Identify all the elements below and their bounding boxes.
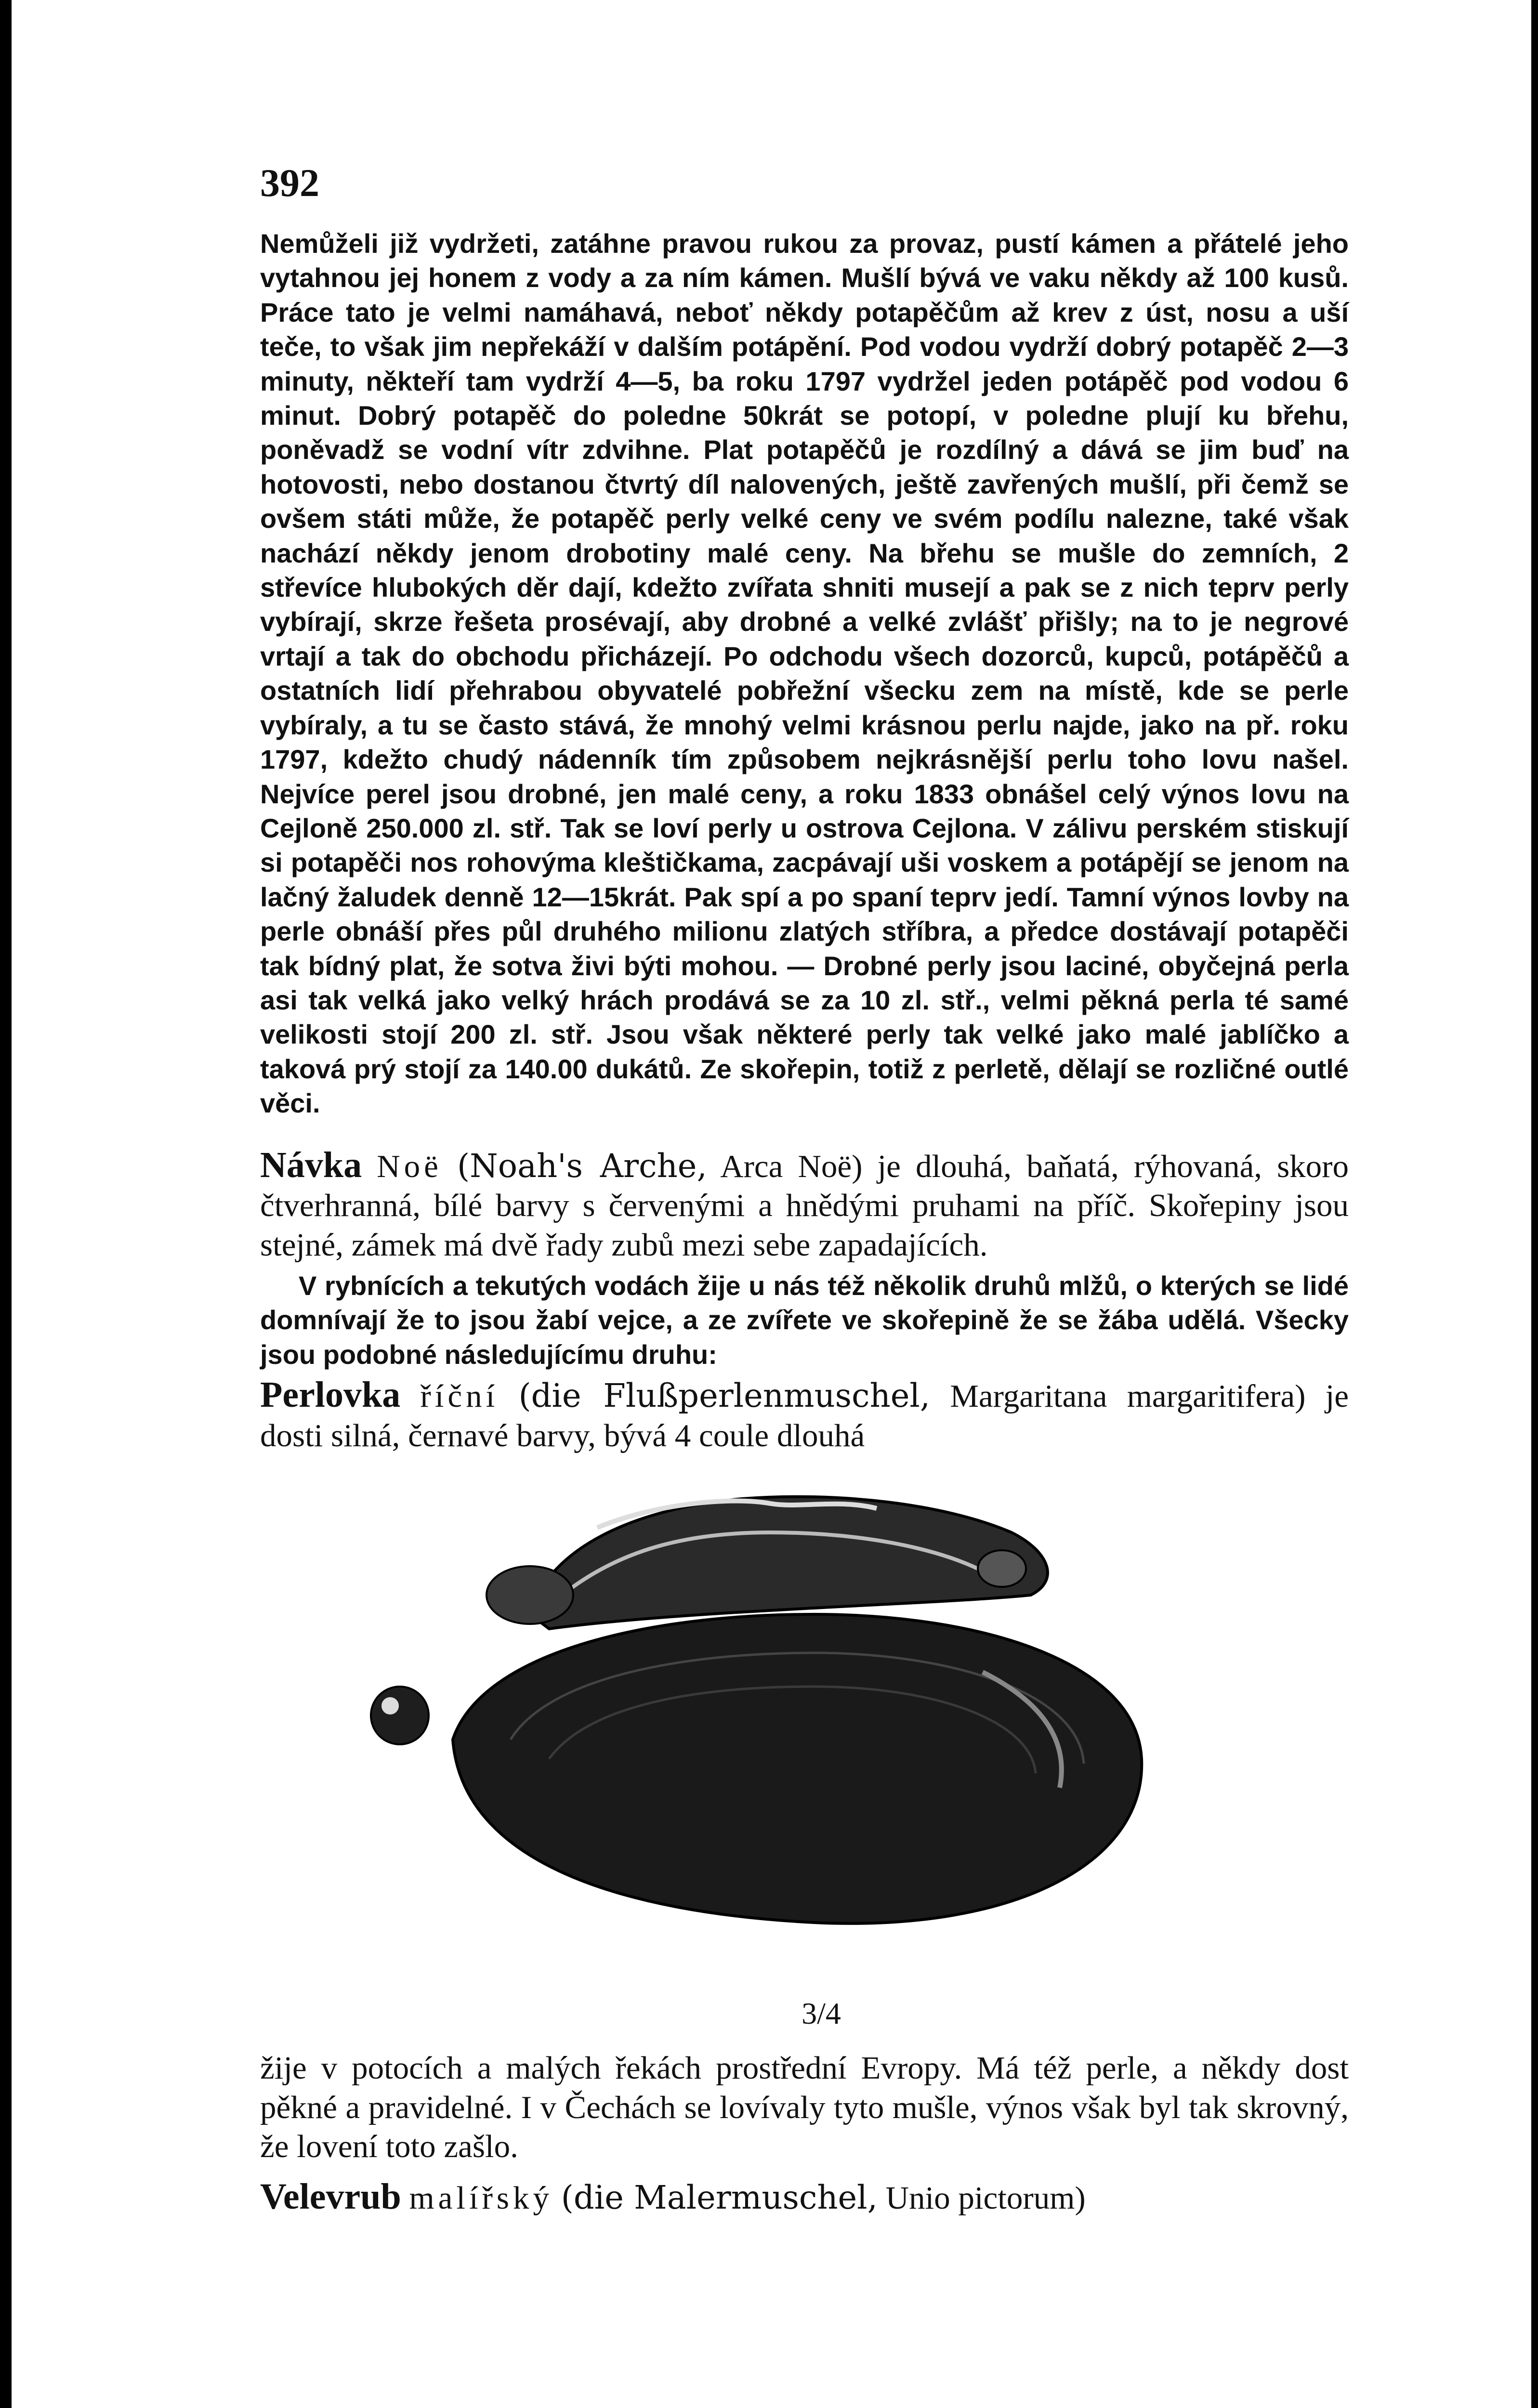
paragraph-perlovka-habitat: žije v potocích a malých řekách prostřední Evropy. Má též perle, a někdy dost pěkné a pravidelné. I v Čechách se lovívaly tyto mušle, výnos však byl tak skrovný, že lovení toto zašlo. (260, 2050, 1349, 2165)
term-velevrub-species: malířský (409, 2180, 553, 2216)
term-navka: Návka (260, 1144, 362, 1185)
term-velevrub: Velevrub (260, 2176, 401, 2217)
term-perlovka-species: říční (420, 1378, 499, 1414)
entry-navka (260, 1146, 1349, 1265)
paragraph-freshwater-mussels: V rybnících a tekutých vodách žije u nás též několik druhů mlžů, o kterých se lidé domnívají že to jsou žabí vejce, a ze zvířete ve skořepině že se žába udělá. Všecky jsou podobné následujícímu druhu: (260, 1270, 1349, 1370)
paragraph-pearl-diving: Nemůželi již vydržeti, zatáhne pravou rukou za provaz, pustí kámen a přátelé jeho vytahnou jej honem z vody a za ním kámen. Mušlí bývá ve vaku někdy až 100 kusů. Práce tato je velmi namáhavá, neboť někdy potapěčům až krev z úst, nosu a uší teče, to však jim nepřekáží v dalším potápění. Pod vodou vydrží dobrý potapěč 2—3 minuty, někteří tam vydrží 4—5, ba roku 1797 vydržel jeden potápěč pod vodou 6 minut. Dobrý potapěč do poledne 50krát se potopí, v poledne plují ku břehu, poněvadž se vodní vítr zdvihne. Plat potapěčů je rozdílný a dává se jim buď na hotovosti, nebo dostanou čtvrtý díl nalovených, ještě zavřených mušlí, při čemž se ovšem státi může, že potapěč perly velké ceny ve svém podílu nalezne, také však nachází někdy jenom drobotiny malé ceny. Na břehu se mušle do zemních, 2 střevíce hlubokých děr dají, kdežto zvířata shniti musejí a pak se z nich teprv perly vybírají, skrze řešeta prosévají, aby drobné a velké zvlášť přišly; na to je negrové vrtají a tak do obchodu přicházejí. Po odchodu všech dozorců, kupců, potápěčů a ostatních lidí přehrabou obyvatelé pobřežní všecku zem na místě, kde se perle vybíraly, a tu se často stává, že mnohý velmi krásnou perlu najde, jako na př. roku 1797, kdežto chudý nádenník tím způsobem nejkrásnější perlu toho lovu našel. Nejvíce perel jsou drobné, jen malé ceny, a roku 1833 obnášel celý výnos lovu na Cejloně 250.000 zl. stř. Tak se loví perly u ostrova Cejlona. V zálivu perském stiskují si potapěči nos rohovýma kleštičkama, zacpávají uši voskem a potápějí se jenom na lačný žaludek denně 12—15krát. Pak spí a po spaní teprv jedí. Tamní výnos lovby na perle obnáší přes půl druhého milionu zlatých stříbra, a předce dostávají potapěči tak bídný plat, že sotva živi býti mohou. — Drobné perly jsou laciné, obyčejná perla asi tak velká jako velký hrách prodává se za 10 zl. stř., velmi pěkná perla té samé velikosti stojí 200 zl. stř. Jsou však některé perly tak velké jako malé jablíčko a taková prý stojí za 140.00 dukátů. Ze skořepin, totiž z perletě, dělají se rozličné outlé věci. (260, 228, 1349, 1119)
mussel-engraving (260, 1470, 1349, 2043)
german-name-navka: (Noah's Arche, (457, 1147, 707, 1185)
german-name-perlovka: (die Flußperlenmuschel, (518, 1377, 931, 1415)
upper-shell (530, 1497, 1048, 1629)
animal-spot (486, 1566, 573, 1624)
term-navka-species: Noë (377, 1148, 442, 1184)
figure-caption: 3/4 (802, 1996, 841, 2031)
pearl-small (978, 1550, 1026, 1587)
description-navka: je dlouhá, baňatá, rýhovaná, skoro čtverhranná, bílé barvy s červenými a hnědými pruhami na příč. Skořepiny jsou stejné, zámek má dvě řady zubů mezi sebe zapadajících. (260, 1148, 1349, 1263)
german-name-velevrub: (die Malermuschel, (561, 2178, 878, 2216)
description-perlovka: Margaritana margaritifera) je dosti silná, černavé barvy, bývá 4 coule dlouhá (260, 1378, 1349, 1453)
pearl (371, 1687, 429, 1744)
entry-velevrub (260, 2177, 1349, 2218)
pearl-highlight (381, 1697, 399, 1714)
latin-name-velevrub: Unio pictorum) (885, 2180, 1086, 2216)
book-page (260, 159, 1349, 2218)
scan-frame-right (1531, 0, 1538, 2408)
page-number: 392 (260, 161, 319, 205)
entry-perlovka (260, 1375, 1349, 1455)
mussel-illustration (260, 1470, 1349, 2043)
lower-shell (453, 1614, 1142, 1924)
term-perlovka: Perlovka (260, 1374, 401, 1415)
latin-name-navka: Arca Noë) (720, 1148, 863, 1184)
scan-frame-left (0, 0, 12, 2408)
